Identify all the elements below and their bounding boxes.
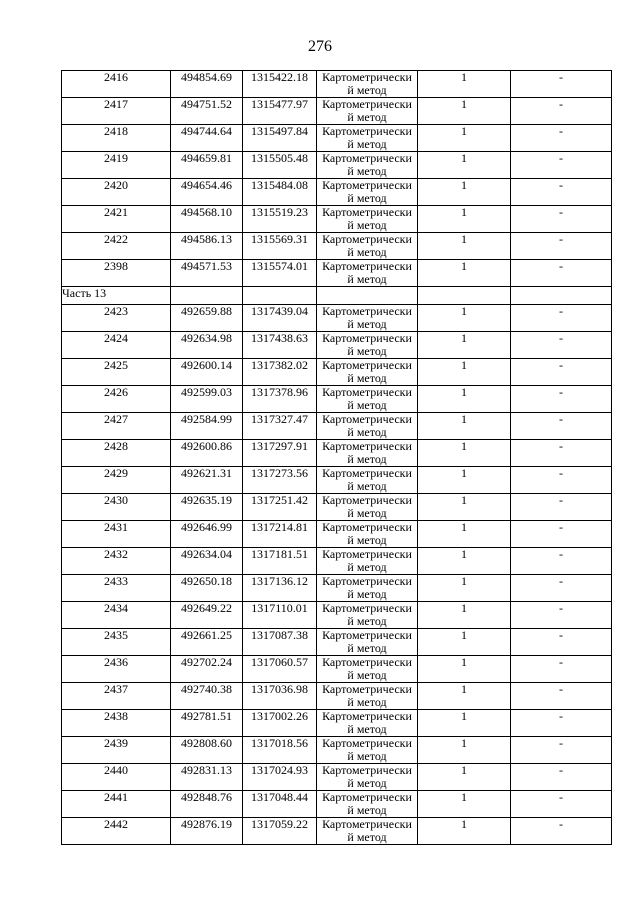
coordinates-table	[61, 70, 612, 845]
accuracy-cell: 1	[418, 71, 511, 98]
method-line-2: й метод	[347, 343, 387, 358]
y-coordinate-cell: 1317136.12	[243, 575, 317, 602]
point-number-cell: 2427	[62, 413, 171, 440]
x-coordinate-cell: 492650.18	[171, 575, 243, 602]
table-row	[62, 737, 612, 764]
accuracy-cell: 1	[418, 548, 511, 575]
empty-cell	[243, 287, 317, 305]
x-coordinate-cell: 492584.99	[171, 413, 243, 440]
table-row	[62, 467, 612, 494]
method-cell	[317, 206, 418, 233]
note-cell: -	[511, 764, 612, 791]
table-body-part-b	[62, 305, 612, 845]
method-cell	[317, 710, 418, 737]
method-line-2: й метод	[347, 217, 387, 232]
method-line-1: Картометрически	[322, 790, 412, 804]
method-line-1: Картометрически	[322, 70, 412, 84]
x-coordinate-cell: 494854.69	[171, 71, 243, 98]
method-cell	[317, 71, 418, 98]
x-coordinate-cell: 494568.10	[171, 206, 243, 233]
point-number-cell: 2436	[62, 656, 171, 683]
accuracy-cell: 1	[418, 305, 511, 332]
method-line-1: Картометрически	[322, 709, 412, 723]
method-line-2: й метод	[347, 775, 387, 790]
y-coordinate-cell: 1315477.97	[243, 98, 317, 125]
x-coordinate-cell: 494751.52	[171, 98, 243, 125]
method-line-2: й метод	[347, 271, 387, 286]
note-cell: -	[511, 413, 612, 440]
method-cell	[317, 791, 418, 818]
y-coordinate-cell: 1317382.02	[243, 359, 317, 386]
note-cell: -	[511, 179, 612, 206]
y-coordinate-cell: 1317438.63	[243, 332, 317, 359]
method-cell	[317, 152, 418, 179]
accuracy-cell: 1	[418, 440, 511, 467]
point-number-cell: 2420	[62, 179, 171, 206]
y-coordinate-cell: 1315505.48	[243, 152, 317, 179]
x-coordinate-cell: 492659.88	[171, 305, 243, 332]
method-line-1: Картометрически	[322, 304, 412, 318]
method-cell	[317, 386, 418, 413]
note-cell: -	[511, 710, 612, 737]
point-number-cell: 2435	[62, 629, 171, 656]
y-coordinate-cell: 1315422.18	[243, 71, 317, 98]
x-coordinate-cell: 494586.13	[171, 233, 243, 260]
method-line-2: й метод	[347, 316, 387, 331]
note-cell: -	[511, 71, 612, 98]
note-cell: -	[511, 575, 612, 602]
x-coordinate-cell: 492599.03	[171, 386, 243, 413]
table-row	[62, 683, 612, 710]
note-cell: -	[511, 602, 612, 629]
method-line-2: й метод	[347, 109, 387, 124]
table-row	[62, 656, 612, 683]
x-coordinate-cell: 492876.19	[171, 818, 243, 845]
point-number-cell: 2426	[62, 386, 171, 413]
table-row	[62, 206, 612, 233]
part-row	[62, 287, 612, 305]
point-number-cell: 2441	[62, 791, 171, 818]
method-line-1: Картометрически	[322, 124, 412, 138]
method-cell	[317, 179, 418, 206]
y-coordinate-cell: 1317002.26	[243, 710, 317, 737]
method-line-1: Картометрически	[322, 601, 412, 615]
y-coordinate-cell: 1317214.81	[243, 521, 317, 548]
accuracy-cell: 1	[418, 260, 511, 287]
y-coordinate-cell: 1315574.01	[243, 260, 317, 287]
note-cell: -	[511, 791, 612, 818]
point-number-cell: 2417	[62, 98, 171, 125]
method-line-2: й метод	[347, 667, 387, 682]
method-line-2: й метод	[347, 532, 387, 547]
note-cell: -	[511, 152, 612, 179]
x-coordinate-cell: 494744.64	[171, 125, 243, 152]
method-line-1: Картометрически	[322, 259, 412, 273]
page-number: 276	[308, 38, 332, 55]
method-line-2: й метод	[347, 586, 387, 601]
method-cell	[317, 521, 418, 548]
method-line-2: й метод	[347, 136, 387, 151]
note-cell: -	[511, 521, 612, 548]
table-row	[62, 233, 612, 260]
method-line-1: Картометрически	[322, 97, 412, 111]
y-coordinate-cell: 1317059.22	[243, 818, 317, 845]
method-cell	[317, 332, 418, 359]
method-line-2: й метод	[347, 613, 387, 628]
method-line-2: й метод	[347, 451, 387, 466]
method-cell	[317, 413, 418, 440]
accuracy-cell: 1	[418, 98, 511, 125]
y-coordinate-cell: 1317060.57	[243, 656, 317, 683]
accuracy-cell: 1	[418, 386, 511, 413]
method-line-2: й метод	[347, 190, 387, 205]
accuracy-cell: 1	[418, 575, 511, 602]
accuracy-cell: 1	[418, 206, 511, 233]
table-row	[62, 710, 612, 737]
method-cell	[317, 629, 418, 656]
method-cell	[317, 359, 418, 386]
point-number-cell: 2421	[62, 206, 171, 233]
table-row	[62, 71, 612, 98]
note-cell: -	[511, 548, 612, 575]
note-cell: -	[511, 233, 612, 260]
x-coordinate-cell: 492702.24	[171, 656, 243, 683]
method-line-1: Картометрически	[322, 232, 412, 246]
method-cell	[317, 548, 418, 575]
method-line-2: й метод	[347, 370, 387, 385]
table-row	[62, 791, 612, 818]
x-coordinate-cell: 492808.60	[171, 737, 243, 764]
method-line-2: й метод	[347, 82, 387, 97]
note-cell: -	[511, 683, 612, 710]
x-coordinate-cell: 494659.81	[171, 152, 243, 179]
table-row	[62, 629, 612, 656]
x-coordinate-cell: 492740.38	[171, 683, 243, 710]
method-line-1: Картометрически	[322, 466, 412, 480]
accuracy-cell: 1	[418, 413, 511, 440]
note-cell: -	[511, 494, 612, 521]
part-label: Часть 13	[62, 287, 171, 305]
table-row	[62, 494, 612, 521]
method-cell	[317, 575, 418, 602]
note-cell: -	[511, 125, 612, 152]
note-cell: -	[511, 98, 612, 125]
method-cell	[317, 125, 418, 152]
point-number-cell: 2429	[62, 467, 171, 494]
table-row	[62, 179, 612, 206]
point-number-cell: 2438	[62, 710, 171, 737]
method-line-1: Картометрически	[322, 574, 412, 588]
point-number-cell: 2424	[62, 332, 171, 359]
method-line-2: й метод	[347, 424, 387, 439]
method-line-1: Картометрически	[322, 763, 412, 777]
method-line-1: Картометрически	[322, 412, 412, 426]
empty-cell	[511, 287, 612, 305]
empty-cell	[317, 287, 418, 305]
table-row	[62, 575, 612, 602]
accuracy-cell: 1	[418, 521, 511, 548]
method-line-1: Картометрически	[322, 151, 412, 165]
accuracy-cell: 1	[418, 179, 511, 206]
point-number-cell: 2442	[62, 818, 171, 845]
table-body-part-label	[62, 287, 612, 305]
accuracy-cell: 1	[418, 494, 511, 521]
y-coordinate-cell: 1315484.08	[243, 179, 317, 206]
y-coordinate-cell: 1315519.23	[243, 206, 317, 233]
method-line-1: Картометрически	[322, 655, 412, 669]
point-number-cell: 2418	[62, 125, 171, 152]
method-line-2: й метод	[347, 397, 387, 412]
table-row	[62, 413, 612, 440]
y-coordinate-cell: 1315569.31	[243, 233, 317, 260]
point-number-cell: 2433	[62, 575, 171, 602]
y-coordinate-cell: 1317087.38	[243, 629, 317, 656]
y-coordinate-cell: 1317439.04	[243, 305, 317, 332]
method-line-1: Картометрически	[322, 817, 412, 831]
accuracy-cell: 1	[418, 710, 511, 737]
method-line-2: й метод	[347, 244, 387, 259]
point-number-cell: 2416	[62, 71, 171, 98]
x-coordinate-cell: 492661.25	[171, 629, 243, 656]
note-cell: -	[511, 440, 612, 467]
note-cell: -	[511, 305, 612, 332]
method-line-2: й метод	[347, 748, 387, 763]
accuracy-cell: 1	[418, 467, 511, 494]
x-coordinate-cell: 492621.31	[171, 467, 243, 494]
method-line-2: й метод	[347, 478, 387, 493]
method-cell	[317, 656, 418, 683]
method-line-1: Картометрически	[322, 736, 412, 750]
table-row	[62, 125, 612, 152]
table-body-part-a	[62, 71, 612, 287]
method-cell	[317, 818, 418, 845]
y-coordinate-cell: 1317297.91	[243, 440, 317, 467]
point-number-cell: 2422	[62, 233, 171, 260]
x-coordinate-cell: 492781.51	[171, 710, 243, 737]
accuracy-cell: 1	[418, 764, 511, 791]
method-line-1: Картометрически	[322, 331, 412, 345]
table-row	[62, 332, 612, 359]
point-number-cell: 2434	[62, 602, 171, 629]
accuracy-cell: 1	[418, 152, 511, 179]
x-coordinate-cell: 492600.86	[171, 440, 243, 467]
y-coordinate-cell: 1317024.93	[243, 764, 317, 791]
y-coordinate-cell: 1315497.84	[243, 125, 317, 152]
y-coordinate-cell: 1317251.42	[243, 494, 317, 521]
method-cell	[317, 683, 418, 710]
y-coordinate-cell: 1317273.56	[243, 467, 317, 494]
x-coordinate-cell: 492600.14	[171, 359, 243, 386]
note-cell: -	[511, 260, 612, 287]
x-coordinate-cell: 494571.53	[171, 260, 243, 287]
point-number-cell: 2419	[62, 152, 171, 179]
method-line-1: Картометрически	[322, 520, 412, 534]
x-coordinate-cell: 492634.98	[171, 332, 243, 359]
x-coordinate-cell: 494654.46	[171, 179, 243, 206]
note-cell: -	[511, 737, 612, 764]
method-line-1: Картометрически	[322, 358, 412, 372]
accuracy-cell: 1	[418, 233, 511, 260]
note-cell: -	[511, 629, 612, 656]
method-cell	[317, 467, 418, 494]
method-line-2: й метод	[347, 694, 387, 709]
method-cell	[317, 260, 418, 287]
point-number-cell: 2440	[62, 764, 171, 791]
accuracy-cell: 1	[418, 359, 511, 386]
method-line-2: й метод	[347, 829, 387, 844]
point-number-cell: 2439	[62, 737, 171, 764]
method-line-2: й метод	[347, 721, 387, 736]
table-row	[62, 305, 612, 332]
method-line-1: Картометрически	[322, 547, 412, 561]
y-coordinate-cell: 1317327.47	[243, 413, 317, 440]
y-coordinate-cell: 1317036.98	[243, 683, 317, 710]
table-row	[62, 359, 612, 386]
note-cell: -	[511, 467, 612, 494]
accuracy-cell: 1	[418, 656, 511, 683]
method-line-1: Картометрически	[322, 178, 412, 192]
method-line-1: Картометрически	[322, 682, 412, 696]
note-cell: -	[511, 332, 612, 359]
y-coordinate-cell: 1317048.44	[243, 791, 317, 818]
point-number-cell: 2432	[62, 548, 171, 575]
x-coordinate-cell: 492646.99	[171, 521, 243, 548]
x-coordinate-cell: 492635.19	[171, 494, 243, 521]
x-coordinate-cell: 492634.04	[171, 548, 243, 575]
accuracy-cell: 1	[418, 629, 511, 656]
x-coordinate-cell: 492831.13	[171, 764, 243, 791]
table-row	[62, 386, 612, 413]
note-cell: -	[511, 386, 612, 413]
table-row	[62, 521, 612, 548]
x-coordinate-cell: 492848.76	[171, 791, 243, 818]
accuracy-cell: 1	[418, 818, 511, 845]
table-row	[62, 818, 612, 845]
method-line-2: й метод	[347, 559, 387, 574]
method-line-2: й метод	[347, 505, 387, 520]
empty-cell	[418, 287, 511, 305]
y-coordinate-cell: 1317018.56	[243, 737, 317, 764]
table-row	[62, 764, 612, 791]
method-line-2: й метод	[347, 163, 387, 178]
method-line-2: й метод	[347, 640, 387, 655]
y-coordinate-cell: 1317181.51	[243, 548, 317, 575]
accuracy-cell: 1	[418, 737, 511, 764]
method-cell	[317, 233, 418, 260]
accuracy-cell: 1	[418, 602, 511, 629]
point-number-cell: 2431	[62, 521, 171, 548]
accuracy-cell: 1	[418, 791, 511, 818]
point-number-cell: 2423	[62, 305, 171, 332]
table-row	[62, 440, 612, 467]
table-row	[62, 260, 612, 287]
method-line-2: й метод	[347, 802, 387, 817]
method-cell	[317, 764, 418, 791]
note-cell: -	[511, 206, 612, 233]
point-number-cell: 2437	[62, 683, 171, 710]
x-coordinate-cell: 492649.22	[171, 602, 243, 629]
point-number-cell: 2430	[62, 494, 171, 521]
point-number-cell: 2425	[62, 359, 171, 386]
method-cell	[317, 98, 418, 125]
method-cell	[317, 440, 418, 467]
method-cell	[317, 737, 418, 764]
method-line-1: Картометрически	[322, 628, 412, 642]
table-row	[62, 602, 612, 629]
accuracy-cell: 1	[418, 332, 511, 359]
y-coordinate-cell: 1317378.96	[243, 386, 317, 413]
note-cell: -	[511, 359, 612, 386]
point-number-cell: 2428	[62, 440, 171, 467]
accuracy-cell: 1	[418, 125, 511, 152]
table-row	[62, 152, 612, 179]
table-row	[62, 548, 612, 575]
method-cell	[317, 494, 418, 521]
method-line-1: Картометрически	[322, 385, 412, 399]
point-number-cell: 2398	[62, 260, 171, 287]
accuracy-cell: 1	[418, 683, 511, 710]
method-cell	[317, 602, 418, 629]
method-line-1: Картометрически	[322, 439, 412, 453]
empty-cell	[171, 287, 243, 305]
method-line-1: Картометрически	[322, 493, 412, 507]
note-cell: -	[511, 818, 612, 845]
y-coordinate-cell: 1317110.01	[243, 602, 317, 629]
method-line-1: Картометрически	[322, 205, 412, 219]
method-cell	[317, 305, 418, 332]
table-row	[62, 98, 612, 125]
note-cell: -	[511, 656, 612, 683]
